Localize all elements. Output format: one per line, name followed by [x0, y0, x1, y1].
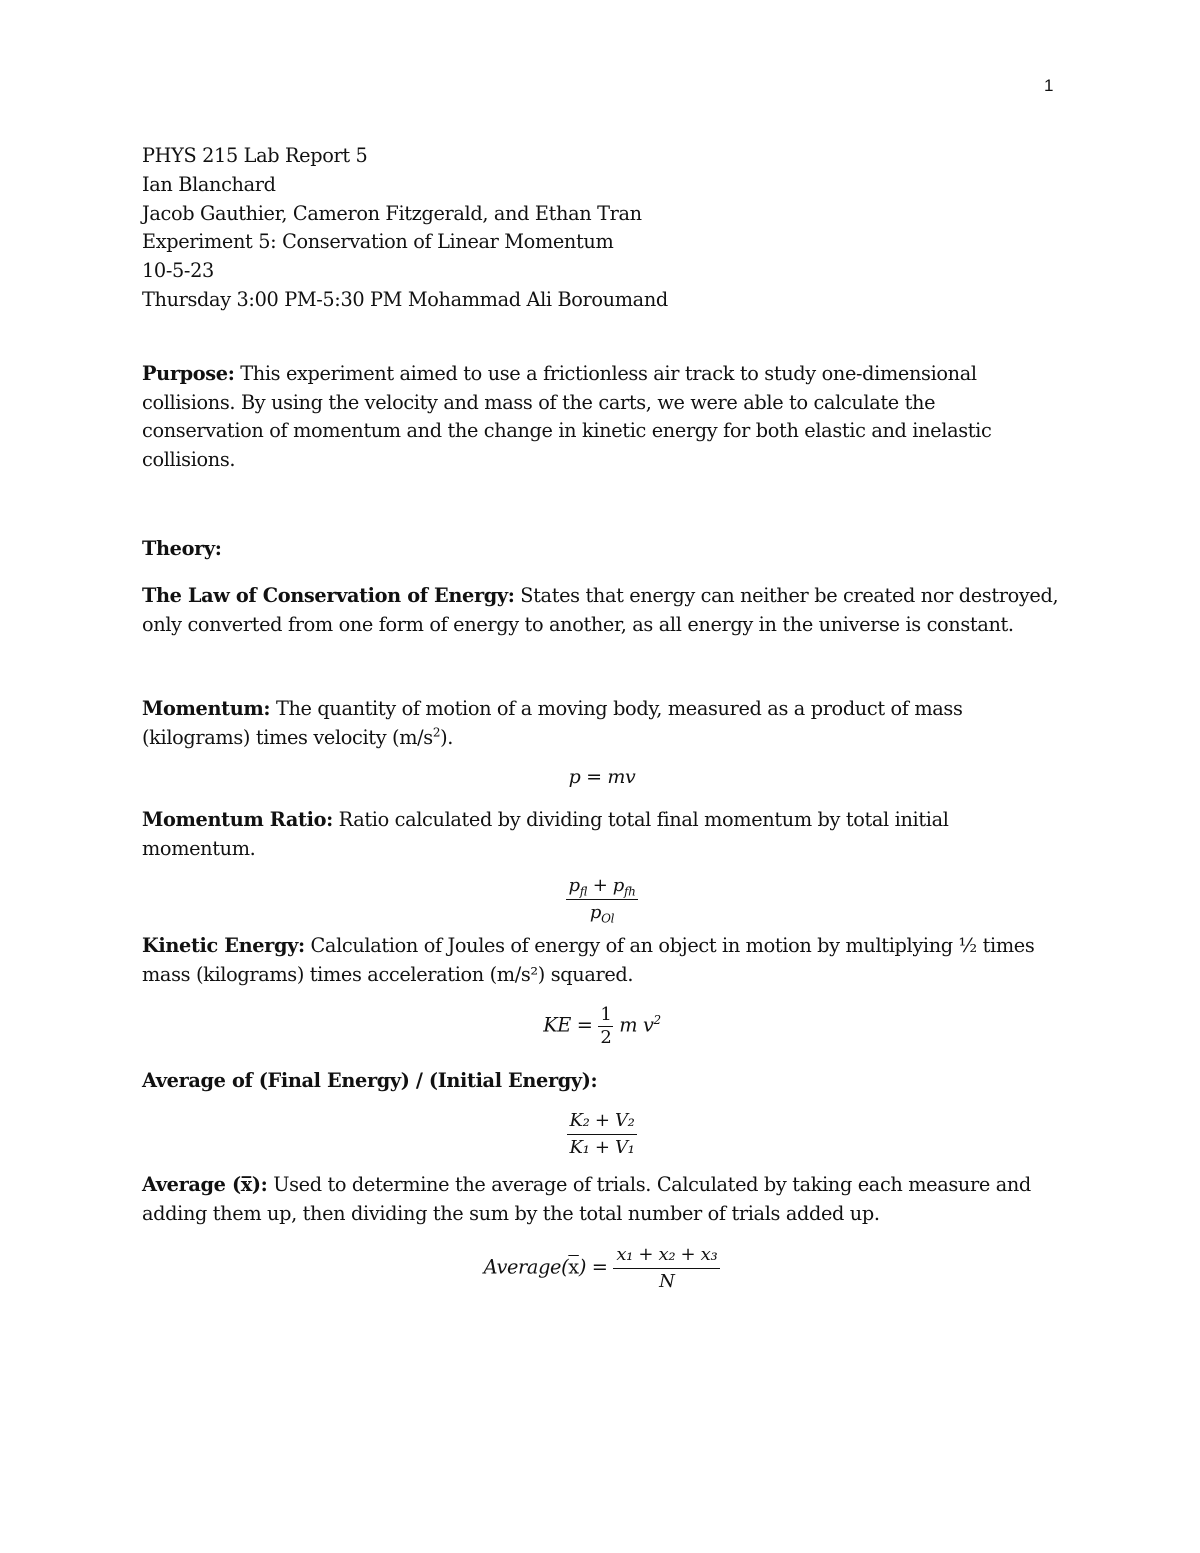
report-header	[142, 142, 1062, 315]
kinetic-energy-paragraph	[142, 932, 1062, 990]
purpose-text: This experiment aimed to use a frictionless air track to study one-dimensional collisions. By using the velocity and mass of the carts, we were able to calculate the conservation of momentum and the change in kinetic energy for both elastic and inelastic collisions.	[142, 361, 992, 472]
momentum-ratio-text: Ratio calculated by dividing total final momentum by total initial momentum.	[142, 807, 949, 860]
page-number: 1	[1044, 76, 1054, 95]
author-name: Ian Blanchard	[142, 172, 276, 196]
purpose-label: Purpose:	[142, 361, 235, 385]
course-title: PHYS 215 Lab Report 5	[142, 144, 368, 167]
momentum-equation: p = mv	[568, 765, 636, 788]
average-energy-equation: $\frac{\text{K₂ + V₂}}{\text{K₁ + V₁}}$	[142, 1108, 1062, 1161]
average-equation: $Average(\overline{x})$ = $\frac{\text{x₁ + x₂ + x₃}}{N}$	[142, 1242, 1062, 1295]
report-body	[142, 142, 1062, 1301]
lab-partners: Jacob Gauthier, Cameron Fitzgerald, and Ethan Tran	[142, 201, 642, 225]
kinetic-energy-text: Calculation of Joules of energy of an object in motion by multiplying ½ times mass (kilograms) times acceleration (m/s²) squared.	[142, 934, 1035, 987]
purpose-paragraph	[142, 360, 1062, 475]
momentum-ratio-equation: $\frac{p_{fl} + p_{fh}}{p_{Ol}}$	[142, 873, 1062, 926]
theory-heading: Theory:	[142, 536, 222, 560]
experiment-title: Experiment 5: Conservation of Linear Momentum	[142, 230, 614, 254]
average-paragraph	[142, 1171, 1062, 1229]
kinetic-energy-label: Kinetic Energy:	[142, 934, 305, 958]
conservation-text: States that energy can neither be created nor destroyed, only converted from one form of energy to another, as all energy in the universe is constant.	[142, 583, 1059, 636]
average-text: Used to determine the average of trials. Calculated by taking each measure and adding them up, then dividing the sum by the total number of trials added up.	[142, 1172, 1031, 1225]
momentum-ratio-paragraph	[142, 806, 1062, 864]
momentum-label: Momentum:	[142, 697, 271, 721]
kinetic-energy-equation: KE = $\frac{1}{2}$ m $v^2$	[543, 1003, 661, 1048]
momentum-ratio-label: Momentum Ratio:	[142, 807, 333, 831]
conservation-label: The Law of Conservation of Energy:	[142, 583, 515, 607]
report-date: 10-5-23	[142, 259, 214, 283]
momentum-paragraph: Momentum: The quantity of motion of a moving body, measured as a product of mass (kilograms) times velocity $(m/s^2)$.	[142, 697, 963, 750]
average-energy-heading: Average of (Final Energy) / (Initial Energy):	[142, 1068, 598, 1092]
average-label: Average (x̅):	[142, 1172, 268, 1196]
lab-session: Thursday 3:00 PM-5:30 PM Mohammad Ali Boroumand	[142, 287, 668, 311]
conservation-paragraph	[142, 582, 1062, 640]
